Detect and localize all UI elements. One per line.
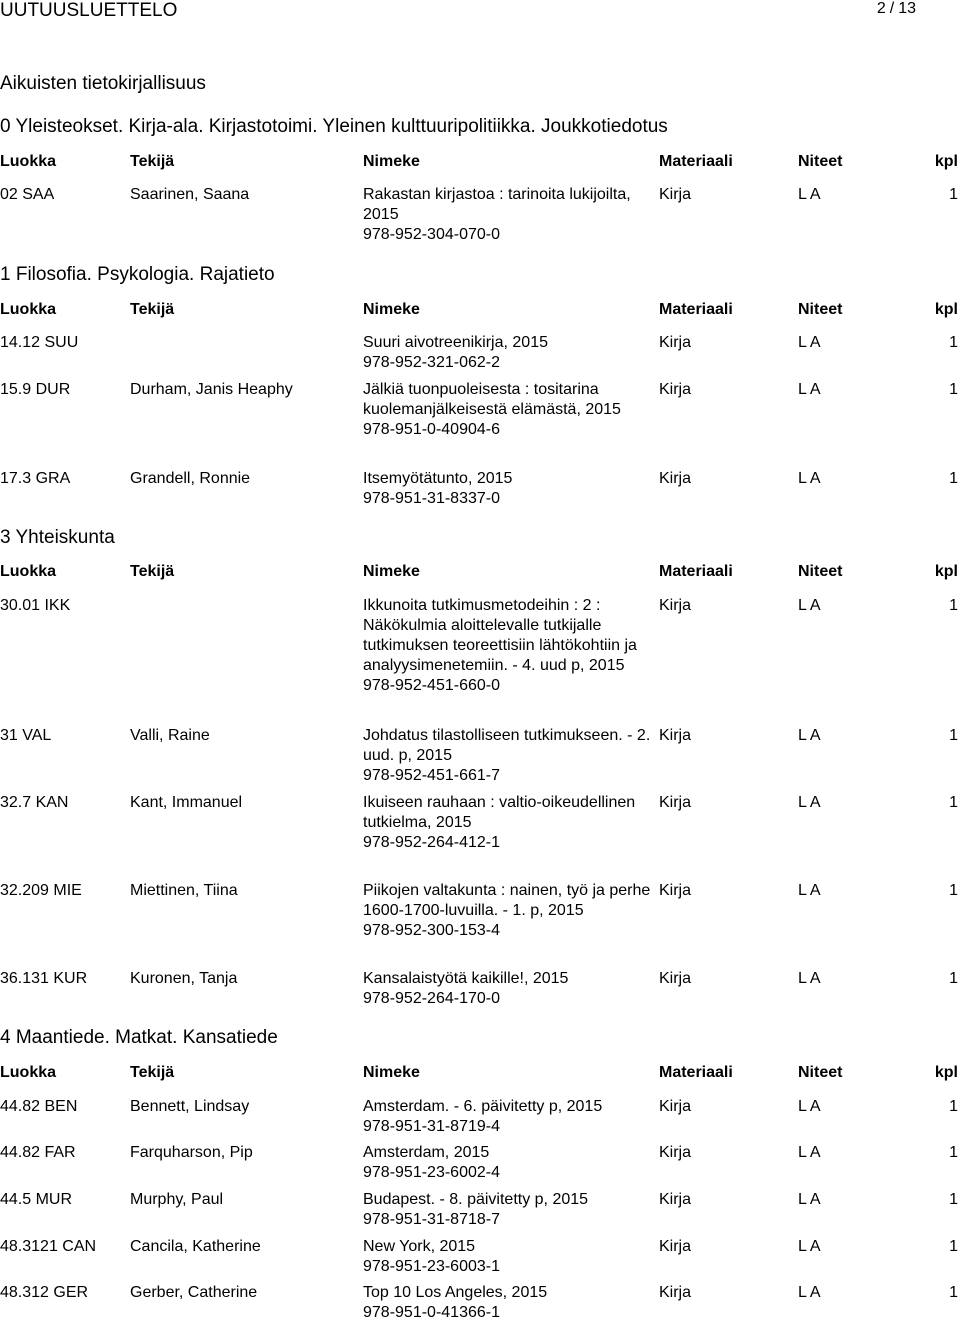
row-isbn: 978-952-451-660-0 [363,677,500,694]
row-kpl: 1 [949,1284,958,1301]
main-heading: Aikuisten tietokirjallisuus [0,73,206,94]
col-tekija: Tekijä [130,153,175,170]
row-title: New York, 2015 [363,1238,476,1255]
row-tekija: Farquharson, Pip [130,1144,253,1161]
col-niteet: Niteet [798,153,843,170]
row-nimeke [363,380,653,440]
row-luokka: 36.131 KUR [0,970,88,987]
row-title: Budapest. - 8. päivitetty p, 2015 [363,1191,589,1208]
row-title: Jälkiä tuonpuoleisesta : tositarina kuolemanjälkeisestä elämästä, 2015 [363,381,621,418]
row-materiaali: Kirja [659,186,692,203]
row-isbn: 978-951-0-41366-1 [363,1304,500,1321]
row-title: Rakastan kirjastoa : tarinoita lukijoilta, 2015 [363,186,631,223]
row-niteet: L A [798,597,821,614]
col-materiaali: Materiaali [659,301,733,318]
row-materiaali: Kirja [659,1098,692,1115]
row-tekija: Kuronen, Tanja [130,970,238,987]
section-title: 4 Maantiede. Matkat. Kansatiede [0,1027,278,1048]
row-materiaali: Kirja [659,1144,692,1161]
row-materiaali: Kirja [659,1284,692,1301]
col-nimeke: Nimeke [363,153,420,170]
row-luokka: 15.9 DUR [0,381,71,398]
row-tekija: Murphy, Paul [130,1191,224,1208]
row-kpl: 1 [949,1191,958,1208]
col-kpl: kpl [934,153,958,170]
col-luokka: Luokka [0,1064,57,1081]
row-title: Top 10 Los Angeles, 2015 [363,1284,548,1301]
section-title: 3 Yhteiskunta [0,527,115,548]
document-title: UUTUUSLUETTELO [0,0,178,21]
col-niteet: Niteet [798,301,843,318]
page-number [877,0,916,18]
row-tekija: Valli, Raine [130,727,210,744]
row-tekija: Gerber, Catherine [130,1284,258,1301]
col-niteet: Niteet [798,1064,843,1081]
col-nimeke: Nimeke [363,563,420,580]
row-kpl: 1 [949,1144,958,1161]
row-isbn: 978-951-0-40904-6 [363,421,500,438]
row-kpl: 1 [949,1238,958,1255]
row-isbn: 978-951-31-8337-0 [363,490,500,507]
row-materiaali: Kirja [659,597,692,614]
page-total: 13 [898,0,916,17]
column-header-row [0,301,960,321]
row-niteet: L A [798,1238,821,1255]
row-luokka: 14.12 SUU [0,334,79,351]
row-luokka: 17.3 GRA [0,470,71,487]
row-materiaali: Kirja [659,882,692,899]
row-kpl: 1 [949,381,958,398]
row-kpl: 1 [949,597,958,614]
row-luokka: 02 SAA [0,186,55,203]
row-tekija: Grandell, Ronnie [130,470,251,487]
row-nimeke [363,793,653,853]
row-luokka: 44.82 BEN [0,1098,78,1115]
row-title: Piikojen valtakunta : nainen, työ ja perhe 1600-1700-luvuilla. - 1. p, 2015 [363,882,651,919]
row-tekija: Bennett, Lindsay [130,1098,250,1115]
col-nimeke: Nimeke [363,1064,420,1081]
row-niteet: L A [798,334,821,351]
page-separator: / [889,0,895,17]
row-niteet: L A [798,1144,821,1161]
row-nimeke [363,881,653,941]
section-title: 0 Yleisteokset. Kirja-ala. Kirjastotoimi. Yleinen kulttuuripolitiikka. Joukkotiedotus [0,116,668,137]
row-luokka: 44.5 MUR [0,1191,73,1208]
row-kpl: 1 [949,1098,958,1115]
row-isbn: 978-952-264-412-1 [363,834,500,851]
row-title: Ikkunoita tutkimusmetodeihin : 2 : Näkökulmia aloittelevalle tutkijalle tutkimuksen teoreettisiin lähtökohtiin ja analyysimenetemiin. - 4. uud p, 2015 [363,597,637,674]
row-nimeke [363,1097,653,1137]
row-nimeke [363,1283,653,1323]
row-nimeke [363,1237,653,1277]
row-tekija: Saarinen, Saana [130,186,250,203]
col-materiaali: Materiaali [659,153,733,170]
row-luokka: 32.209 MIE [0,882,82,899]
row-tekija: Miettinen, Tiina [130,882,238,899]
row-isbn: 978-951-31-8719-4 [363,1118,500,1135]
row-niteet: L A [798,1098,821,1115]
col-tekija: Tekijä [130,301,175,318]
row-niteet: L A [798,470,821,487]
col-kpl: kpl [934,301,958,318]
row-nimeke [363,469,653,509]
row-nimeke [363,185,653,245]
row-isbn: 978-952-451-661-7 [363,767,500,784]
row-luokka: 48.3121 CAN [0,1238,97,1255]
row-isbn: 978-952-264-170-0 [363,990,500,1007]
row-niteet: L A [798,1191,821,1208]
col-luokka: Luokka [0,301,57,318]
col-kpl: kpl [934,1064,958,1081]
col-luokka: Luokka [0,563,57,580]
row-title: Amsterdam, 2015 [363,1144,490,1161]
row-isbn: 978-952-321-062-2 [363,354,500,371]
row-niteet: L A [798,970,821,987]
row-title: Amsterdam. - 6. päivitetty p, 2015 [363,1098,603,1115]
row-title: Johdatus tilastolliseen tutkimukseen. - 2. uud. p, 2015 [363,727,651,764]
col-nimeke: Nimeke [363,301,420,318]
row-kpl: 1 [949,470,958,487]
row-title: Kansalaistyötä kaikille!, 2015 [363,970,569,987]
row-niteet: L A [798,794,821,811]
row-nimeke [363,596,653,696]
col-niteet: Niteet [798,563,843,580]
row-materiaali: Kirja [659,727,692,744]
row-tekija: Kant, Immanuel [130,794,243,811]
row-title: Suuri aivotreenikirja, 2015 [363,334,548,351]
row-isbn: 978-951-31-8718-7 [363,1211,500,1228]
row-materiaali: Kirja [659,1238,692,1255]
row-luokka: 44.82 FAR [0,1144,76,1161]
row-niteet: L A [798,381,821,398]
row-kpl: 1 [949,186,958,203]
row-materiaali: Kirja [659,381,692,398]
row-niteet: L A [798,186,821,203]
page-current: 2 [876,0,886,17]
row-kpl: 1 [949,727,958,744]
column-header-row [0,1064,960,1084]
row-isbn: 978-952-300-153-4 [363,922,500,939]
row-tekija: Cancila, Katherine [130,1238,261,1255]
section-title: 1 Filosofia. Psykologia. Rajatieto [0,264,275,285]
col-materiaali: Materiaali [659,563,733,580]
col-tekija: Tekijä [130,1064,175,1081]
row-nimeke [363,1190,653,1230]
row-materiaali: Kirja [659,470,692,487]
col-materiaali: Materiaali [659,1064,733,1081]
row-title: Itsemyötätunto, 2015 [363,470,513,487]
col-luokka: Luokka [0,153,57,170]
row-isbn: 978-951-23-6003-1 [363,1258,500,1275]
row-kpl: 1 [949,882,958,899]
row-kpl: 1 [949,334,958,351]
row-niteet: L A [798,1284,821,1301]
row-tekija: Durham, Janis Heaphy [130,381,293,398]
row-materiaali: Kirja [659,794,692,811]
row-nimeke [363,969,653,1009]
row-nimeke [363,1143,653,1183]
row-niteet: L A [798,727,821,744]
row-title: Ikuiseen rauhaan : valtio-oikeudellinen tutkielma, 2015 [363,794,636,831]
row-niteet: L A [798,882,821,899]
col-tekija: Tekijä [130,563,175,580]
row-isbn: 978-951-23-6002-4 [363,1164,500,1181]
row-kpl: 1 [949,794,958,811]
row-luokka: 31 VAL [0,727,52,744]
row-materiaali: Kirja [659,970,692,987]
row-luokka: 30.01 IKK [0,597,71,614]
row-kpl: 1 [949,970,958,987]
row-materiaali: Kirja [659,334,692,351]
row-luokka: 32.7 KAN [0,794,69,811]
row-materiaali: Kirja [659,1191,692,1208]
column-header-row [0,563,960,583]
column-header-row [0,153,960,173]
row-luokka: 48.312 GER [0,1284,89,1301]
row-nimeke [363,726,653,786]
row-isbn: 978-952-304-070-0 [363,226,500,243]
row-nimeke [363,333,653,373]
col-kpl: kpl [934,563,958,580]
